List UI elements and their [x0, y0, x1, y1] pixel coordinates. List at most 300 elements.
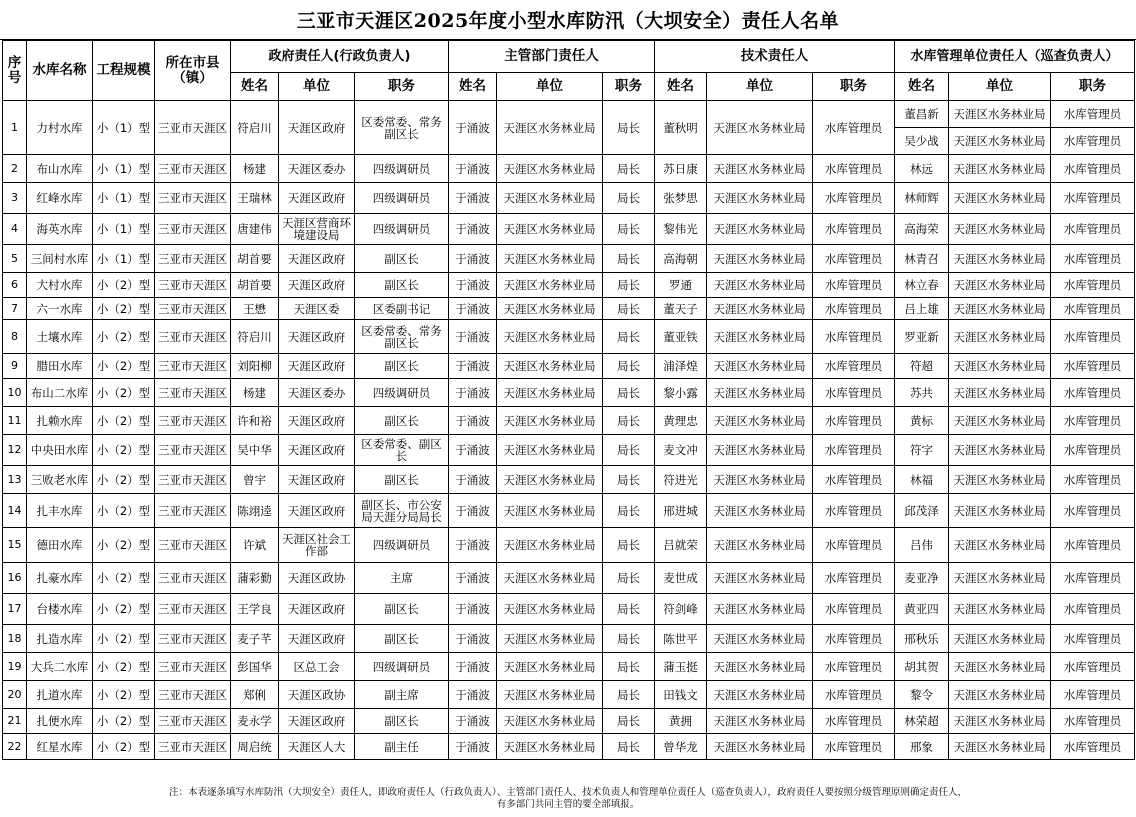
cell-t-name: 张梦思	[655, 183, 707, 214]
cell-m-unit: 天涯区水务林业局	[949, 435, 1051, 466]
cell-t-unit: 天涯区水务林业局	[707, 734, 813, 760]
cell-d-post: 局长	[603, 155, 655, 183]
cell-name: 腊田水库	[27, 354, 93, 379]
cell-t-name: 吕就荣	[655, 528, 707, 563]
cell-m-post: 水库管理员	[1051, 273, 1135, 298]
cell-m-post: 水库管理员	[1051, 354, 1135, 379]
cell-d-unit: 天涯区水务林业局	[497, 653, 603, 681]
cell-m-post: 水库管理员	[1051, 155, 1135, 183]
cell-g-post: 副区长	[355, 273, 449, 298]
cell-town: 三亚市天涯区	[155, 528, 231, 563]
cell-m-unit: 天涯区水务林业局	[949, 245, 1051, 273]
table-row	[3, 407, 1135, 435]
cell-m-post: 水库管理员	[1051, 435, 1135, 466]
cell-m-unit: 天涯区水务林业局	[949, 681, 1051, 709]
cell-t-post: 水库管理员	[813, 379, 895, 407]
cell-m-unit: 天涯区水务林业局	[949, 354, 1051, 379]
cell-d-post: 局长	[603, 183, 655, 214]
cell-idx: 14	[3, 494, 27, 528]
cell-t-unit: 天涯区水务林业局	[707, 466, 813, 494]
cell-town: 三亚市天涯区	[155, 379, 231, 407]
cell-town: 三亚市天涯区	[155, 245, 231, 273]
cell-m-unit: 天涯区水务林业局	[949, 494, 1051, 528]
cell-g-unit: 天涯区委办	[279, 379, 355, 407]
table-row	[3, 709, 1135, 734]
cell-m-unit: 天涯区水务林业局	[949, 466, 1051, 494]
cell-d-name: 于涌波	[449, 594, 497, 625]
cell-m-name: 符超	[895, 354, 949, 379]
cell-d-name: 于涌波	[449, 273, 497, 298]
table-body	[3, 101, 1135, 760]
cell-d-name: 于涌波	[449, 407, 497, 435]
cell-d-unit: 天涯区水务林业局	[497, 594, 603, 625]
cell-g-unit: 区总工会	[279, 653, 355, 681]
cell-scale: 小（2）型	[93, 563, 155, 594]
cell-scale: 小（2）型	[93, 709, 155, 734]
cell-t-post: 水库管理员	[813, 298, 895, 320]
cell-m-post: 水库管理员	[1051, 528, 1135, 563]
cell-g-name: 许斌	[231, 528, 279, 563]
cell-scale: 小（2）型	[93, 435, 155, 466]
table-row	[3, 183, 1135, 214]
cell-m-post: 水库管理员	[1051, 320, 1135, 354]
cell-t-unit: 天涯区水务林业局	[707, 407, 813, 435]
cell-g-post: 主席	[355, 563, 449, 594]
table-row	[3, 379, 1135, 407]
cell-town: 三亚市天涯区	[155, 466, 231, 494]
cell-d-name: 于涌波	[449, 155, 497, 183]
cell-d-post: 局长	[603, 101, 655, 155]
cell-t-unit: 天涯区水务林业局	[707, 354, 813, 379]
cell-g-unit: 天涯区政府	[279, 354, 355, 379]
cell-t-post: 水库管理员	[813, 709, 895, 734]
cell-town: 三亚市天涯区	[155, 407, 231, 435]
cell-m-post: 水库管理员	[1051, 298, 1135, 320]
cell-m-name: 胡其贺	[895, 653, 949, 681]
cell-idx: 5	[3, 245, 27, 273]
cell-m-unit: 天涯区水务林业局	[949, 709, 1051, 734]
cell-name: 海英水库	[27, 214, 93, 245]
cell-t-unit: 天涯区水务林业局	[707, 320, 813, 354]
cell-scale: 小（2）型	[93, 273, 155, 298]
cell-name: 大村水库	[27, 273, 93, 298]
cell-idx: 11	[3, 407, 27, 435]
cell-d-post: 局长	[603, 354, 655, 379]
cell-t-unit: 天涯区水务林业局	[707, 155, 813, 183]
cell-t-name: 罗通	[655, 273, 707, 298]
cell-m-name: 吕伟	[895, 528, 949, 563]
cell-t-post: 水库管理员	[813, 183, 895, 214]
cell-scale: 小（2）型	[93, 407, 155, 435]
cell-d-unit: 天涯区水务林业局	[497, 245, 603, 273]
cell-g-unit: 天涯区政府	[279, 494, 355, 528]
cell-m-post: 水库管理员	[1051, 563, 1135, 594]
cell-g-post: 四级调研员	[355, 155, 449, 183]
cell-t-unit: 天涯区水务林业局	[707, 528, 813, 563]
cell-t-name: 黄拥	[655, 709, 707, 734]
cell-g-name: 王懋	[231, 298, 279, 320]
cell-g-name: 胡首要	[231, 273, 279, 298]
cell-m-unit: 天涯区水务林业局	[949, 155, 1051, 183]
cell-t-post: 水库管理员	[813, 625, 895, 653]
cell-m-name: 林青召	[895, 245, 949, 273]
cell-m-post: 水库管理员	[1051, 653, 1135, 681]
cell-t-post: 水库管理员	[813, 681, 895, 709]
cell-g-name: 杨建	[231, 379, 279, 407]
cell-d-unit: 天涯区水务林业局	[497, 379, 603, 407]
cell-t-post: 水库管理员	[813, 528, 895, 563]
sub-name: 姓名	[655, 73, 707, 101]
cell-t-unit: 天涯区水务林业局	[707, 594, 813, 625]
cell-d-unit: 天涯区水务林业局	[497, 320, 603, 354]
cell-d-name: 于涌波	[449, 101, 497, 155]
header-dept: 主管部门责任人	[449, 41, 655, 73]
cell-d-unit: 天涯区水务林业局	[497, 101, 603, 155]
cell-g-unit: 天涯区政府	[279, 273, 355, 298]
cell-t-unit: 天涯区水务林业局	[707, 245, 813, 273]
cell-t-unit: 天涯区水务林业局	[707, 709, 813, 734]
sub-unit: 单位	[497, 73, 603, 101]
cell-m-post: 水库管理员	[1051, 214, 1135, 245]
cell-d-unit: 天涯区水务林业局	[497, 354, 603, 379]
cell-idx: 12	[3, 435, 27, 466]
cell-g-name: 郑俐	[231, 681, 279, 709]
cell-m-name: 邢象	[895, 734, 949, 760]
cell-g-post: 副主任	[355, 734, 449, 760]
cell-town: 三亚市天涯区	[155, 653, 231, 681]
cell-name: 布山水库	[27, 155, 93, 183]
cell-t-unit: 天涯区水务林业局	[707, 653, 813, 681]
cell-d-name: 于涌波	[449, 734, 497, 760]
cell-t-post: 水库管理员	[813, 494, 895, 528]
cell-m-unit: 天涯区水务林业局	[949, 128, 1051, 155]
cell-d-name: 于涌波	[449, 183, 497, 214]
cell-scale: 小（1）型	[93, 214, 155, 245]
cell-t-name: 陈世平	[655, 625, 707, 653]
cell-m-name: 吴少战	[895, 128, 949, 155]
cell-t-name: 蒲玉挺	[655, 653, 707, 681]
cell-scale: 小（2）型	[93, 298, 155, 320]
cell-town: 三亚市天涯区	[155, 734, 231, 760]
cell-name: 中央田水库	[27, 435, 93, 466]
cell-m-unit: 天涯区水务林业局	[949, 653, 1051, 681]
cell-t-name: 麦文冲	[655, 435, 707, 466]
cell-d-name: 于涌波	[449, 435, 497, 466]
cell-t-name: 麦世成	[655, 563, 707, 594]
cell-town: 三亚市天涯区	[155, 298, 231, 320]
cell-m-name: 林远	[895, 155, 949, 183]
cell-g-name: 杨建	[231, 155, 279, 183]
cell-t-name: 邢进城	[655, 494, 707, 528]
table-row	[3, 298, 1135, 320]
cell-d-name: 于涌波	[449, 625, 497, 653]
cell-t-unit: 天涯区水务林业局	[707, 494, 813, 528]
cell-idx: 4	[3, 214, 27, 245]
sub-unit: 单位	[279, 73, 355, 101]
cell-g-unit: 天涯区政府	[279, 709, 355, 734]
cell-t-post: 水库管理员	[813, 245, 895, 273]
sub-name: 姓名	[895, 73, 949, 101]
cell-m-name: 黄标	[895, 407, 949, 435]
cell-m-name: 苏共	[895, 379, 949, 407]
cell-g-name: 蒲彩勤	[231, 563, 279, 594]
cell-d-post: 局长	[603, 681, 655, 709]
table-row	[3, 528, 1135, 563]
cell-g-post: 副区长	[355, 466, 449, 494]
cell-g-post: 区委常委、常务副区长	[355, 320, 449, 354]
cell-d-name: 于涌波	[449, 563, 497, 594]
cell-g-name: 曾宇	[231, 466, 279, 494]
cell-idx: 8	[3, 320, 27, 354]
cell-t-post: 水库管理员	[813, 653, 895, 681]
cell-g-name: 许和裕	[231, 407, 279, 435]
cell-scale: 小（2）型	[93, 625, 155, 653]
cell-d-post: 局长	[603, 320, 655, 354]
cell-idx: 10	[3, 379, 27, 407]
cell-t-unit: 天涯区水务林业局	[707, 681, 813, 709]
footnote-line-2: 有多部门共同主管的要全部填报。	[496, 799, 640, 810]
cell-m-name: 吕上雄	[895, 298, 949, 320]
cell-g-unit: 天涯区政府	[279, 320, 355, 354]
cell-d-unit: 天涯区水务林业局	[497, 435, 603, 466]
cell-m-post: 水库管理员	[1051, 379, 1135, 407]
cell-g-post: 副区长	[355, 709, 449, 734]
cell-d-unit: 天涯区水务林业局	[497, 155, 603, 183]
cell-d-post: 局长	[603, 594, 655, 625]
cell-d-post: 局长	[603, 494, 655, 528]
cell-d-name: 于涌波	[449, 528, 497, 563]
cell-m-unit: 天涯区水务林业局	[949, 214, 1051, 245]
cell-t-post: 水库管理员	[813, 734, 895, 760]
cell-idx: 2	[3, 155, 27, 183]
cell-g-unit: 天涯区政府	[279, 625, 355, 653]
cell-g-name: 刘阳柳	[231, 354, 279, 379]
cell-name: 六一水库	[27, 298, 93, 320]
cell-t-name: 符剑峰	[655, 594, 707, 625]
cell-g-post: 四级调研员	[355, 653, 449, 681]
table-row	[3, 594, 1135, 625]
cell-d-name: 于涌波	[449, 320, 497, 354]
cell-g-unit: 天涯区政府	[279, 594, 355, 625]
cell-town: 三亚市天涯区	[155, 625, 231, 653]
cell-d-post: 局长	[603, 563, 655, 594]
cell-idx: 18	[3, 625, 27, 653]
cell-d-unit: 天涯区水务林业局	[497, 494, 603, 528]
cell-m-name: 林立春	[895, 273, 949, 298]
cell-m-unit: 天涯区水务林业局	[949, 528, 1051, 563]
cell-m-unit: 天涯区水务林业局	[949, 407, 1051, 435]
cell-d-post: 局长	[603, 407, 655, 435]
cell-m-unit: 天涯区水务林业局	[949, 594, 1051, 625]
cell-town: 三亚市天涯区	[155, 101, 231, 155]
cell-d-name: 于涌波	[449, 494, 497, 528]
cell-t-post: 水库管理员	[813, 563, 895, 594]
footnote	[0, 784, 1136, 817]
cell-d-name: 于涌波	[449, 653, 497, 681]
cell-name: 布山二水库	[27, 379, 93, 407]
cell-m-post: 水库管理员	[1051, 183, 1135, 214]
cell-m-unit: 天涯区水务林业局	[949, 379, 1051, 407]
table-row	[3, 354, 1135, 379]
cell-idx: 7	[3, 298, 27, 320]
cell-m-name: 林福	[895, 466, 949, 494]
cell-t-unit: 天涯区水务林业局	[707, 298, 813, 320]
cell-d-unit: 天涯区水务林业局	[497, 214, 603, 245]
cell-g-post: 四级调研员	[355, 528, 449, 563]
cell-m-unit: 天涯区水务林业局	[949, 625, 1051, 653]
cell-g-post: 副区长	[355, 245, 449, 273]
cell-g-name: 麦子芊	[231, 625, 279, 653]
cell-t-name: 董亚铁	[655, 320, 707, 354]
cell-d-name: 于涌波	[449, 298, 497, 320]
cell-d-post: 局长	[603, 214, 655, 245]
cell-name: 台楼水库	[27, 594, 93, 625]
cell-d-name: 于涌波	[449, 466, 497, 494]
cell-d-post: 局长	[603, 709, 655, 734]
cell-t-name: 曾华龙	[655, 734, 707, 760]
cell-town: 三亚市天涯区	[155, 681, 231, 709]
cell-g-unit: 天涯区政协	[279, 563, 355, 594]
cell-scale: 小（2）型	[93, 734, 155, 760]
cell-t-unit: 天涯区水务林业局	[707, 183, 813, 214]
cell-t-post: 水库管理员	[813, 101, 895, 155]
table-row	[3, 245, 1135, 273]
cell-t-unit: 天涯区水务林业局	[707, 101, 813, 155]
header-gov: 政府责任人(行政负责人)	[231, 41, 449, 73]
cell-g-unit: 天涯区社会工作部	[279, 528, 355, 563]
cell-m-name: 符字	[895, 435, 949, 466]
cell-d-name: 于涌波	[449, 245, 497, 273]
cell-d-unit: 天涯区水务林业局	[497, 734, 603, 760]
cell-g-unit: 天涯区政协	[279, 681, 355, 709]
header-tech: 技术责任人	[655, 41, 895, 73]
responsibility-table	[2, 40, 1135, 760]
cell-m-post: 水库管理员	[1051, 681, 1135, 709]
cell-scale: 小（2）型	[93, 466, 155, 494]
cell-g-name: 符启川	[231, 320, 279, 354]
cell-m-name: 黎令	[895, 681, 949, 709]
cell-m-name: 林师辉	[895, 183, 949, 214]
cell-g-name: 彭国华	[231, 653, 279, 681]
cell-g-post: 区委常委、副区长	[355, 435, 449, 466]
cell-d-post: 局长	[603, 625, 655, 653]
cell-d-unit: 天涯区水务林业局	[497, 183, 603, 214]
cell-scale: 小（2）型	[93, 653, 155, 681]
header-scale: 工程规模	[93, 41, 155, 101]
table-row	[3, 734, 1135, 760]
cell-t-post: 水库管理员	[813, 435, 895, 466]
cell-g-name: 吴中华	[231, 435, 279, 466]
table-row	[3, 563, 1135, 594]
cell-t-unit: 天涯区水务林业局	[707, 273, 813, 298]
cell-d-name: 于涌波	[449, 681, 497, 709]
cell-d-post: 局长	[603, 653, 655, 681]
cell-m-post: 水库管理员	[1051, 407, 1135, 435]
cell-idx: 21	[3, 709, 27, 734]
cell-g-post: 四级调研员	[355, 379, 449, 407]
cell-idx: 16	[3, 563, 27, 594]
table-row	[3, 155, 1135, 183]
cell-scale: 小（2）型	[93, 681, 155, 709]
cell-d-unit: 天涯区水务林业局	[497, 625, 603, 653]
cell-g-unit: 天涯区政府	[279, 466, 355, 494]
cell-m-post: 水库管理员	[1051, 245, 1135, 273]
cell-g-post: 区委常委、常务副区长	[355, 101, 449, 155]
cell-t-unit: 天涯区水务林业局	[707, 379, 813, 407]
cell-scale: 小（1）型	[93, 183, 155, 214]
cell-t-name: 董秋明	[655, 101, 707, 155]
cell-scale: 小（1）型	[93, 245, 155, 273]
cell-idx: 9	[3, 354, 27, 379]
cell-g-unit: 天涯区委	[279, 298, 355, 320]
sub-post: 职务	[813, 73, 895, 101]
cell-m-unit: 天涯区水务林业局	[949, 563, 1051, 594]
cell-g-unit: 天涯区政府	[279, 101, 355, 155]
table-row	[3, 681, 1135, 709]
cell-g-unit: 天涯区营商环境建设局	[279, 214, 355, 245]
cell-d-post: 局长	[603, 273, 655, 298]
cell-town: 三亚市天涯区	[155, 155, 231, 183]
cell-idx: 17	[3, 594, 27, 625]
cell-g-name: 麦永学	[231, 709, 279, 734]
cell-m-name: 邱茂泽	[895, 494, 949, 528]
cell-name: 土壤水库	[27, 320, 93, 354]
cell-name: 扎豪水库	[27, 563, 93, 594]
cell-g-post: 四级调研员	[355, 214, 449, 245]
cell-name: 三败老水库	[27, 466, 93, 494]
cell-m-name: 高海荣	[895, 214, 949, 245]
cell-t-name: 黎小露	[655, 379, 707, 407]
cell-d-name: 于涌波	[449, 709, 497, 734]
cell-d-unit: 天涯区水务林业局	[497, 466, 603, 494]
sub-unit: 单位	[949, 73, 1051, 101]
cell-scale: 小（2）型	[93, 594, 155, 625]
table-row	[3, 101, 1135, 128]
cell-name: 扎丰水库	[27, 494, 93, 528]
cell-idx: 19	[3, 653, 27, 681]
cell-t-name: 黎伟光	[655, 214, 707, 245]
cell-g-name: 陈翊逵	[231, 494, 279, 528]
cell-g-unit: 天涯区人大	[279, 734, 355, 760]
cell-town: 三亚市天涯区	[155, 214, 231, 245]
cell-town: 三亚市天涯区	[155, 494, 231, 528]
cell-m-unit: 天涯区水务林业局	[949, 273, 1051, 298]
cell-t-unit: 天涯区水务林业局	[707, 625, 813, 653]
table-row	[3, 320, 1135, 354]
cell-d-unit: 天涯区水务林业局	[497, 709, 603, 734]
cell-t-post: 水库管理员	[813, 214, 895, 245]
cell-g-unit: 天涯区政府	[279, 435, 355, 466]
cell-g-post: 副区长	[355, 354, 449, 379]
cell-d-unit: 天涯区水务林业局	[497, 298, 603, 320]
cell-idx: 3	[3, 183, 27, 214]
cell-m-name: 麦亚净	[895, 563, 949, 594]
cell-m-unit: 天涯区水务林业局	[949, 320, 1051, 354]
cell-d-post: 局长	[603, 734, 655, 760]
cell-t-unit: 天涯区水务林业局	[707, 435, 813, 466]
header-town: 所在市县（镇）	[155, 41, 231, 101]
cell-scale: 小（2）型	[93, 354, 155, 379]
cell-scale: 小（2）型	[93, 320, 155, 354]
cell-m-post: 水库管理员	[1051, 128, 1135, 155]
cell-idx: 22	[3, 734, 27, 760]
cell-t-name: 符进光	[655, 466, 707, 494]
table-row	[3, 653, 1135, 681]
cell-t-post: 水库管理员	[813, 466, 895, 494]
cell-g-name: 符启川	[231, 101, 279, 155]
cell-t-unit: 天涯区水务林业局	[707, 563, 813, 594]
cell-town: 三亚市天涯区	[155, 435, 231, 466]
